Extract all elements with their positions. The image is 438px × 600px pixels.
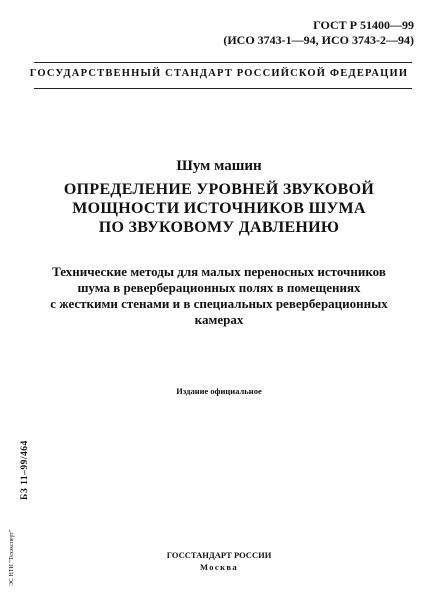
document-description bbox=[20, 264, 418, 328]
document-header-codes bbox=[223, 18, 414, 48]
standard-name: ГОСУДАРСТВЕННЫЙ СТАНДАРТ РОССИЙСКОЙ ФЕДЕРАЦИИ bbox=[29, 68, 409, 79]
gost-number: ГОСТ Р 51400—99 bbox=[313, 18, 414, 32]
description-line: Технические методы для малых переносных источников bbox=[52, 264, 386, 279]
description-line: с жесткими стенами и в специальных реверберационных bbox=[50, 296, 388, 311]
main-title-line: ОПРЕДЕЛЕНИЕ УРОВНЕЙ ЗВУКОВОЙ bbox=[63, 181, 375, 198]
document-main-title bbox=[20, 180, 418, 237]
bottom-rule bbox=[34, 88, 412, 89]
document-footer bbox=[20, 549, 418, 573]
description-line: шума в реверберационных полях в помещениях bbox=[77, 280, 361, 295]
publisher-city: Москва bbox=[199, 562, 239, 572]
edition-note: Издание официальное bbox=[176, 386, 262, 396]
description-line: камерах bbox=[194, 312, 244, 327]
iso-reference: (ИСО 3743-1—94, ИСО 3743-2—94) bbox=[223, 33, 414, 47]
main-title-line: ПО ЗВУКОВОМУ ДАВЛЕНИЮ bbox=[98, 219, 340, 236]
publisher-mark: ЭС НТИ "Техэксперт" bbox=[9, 529, 15, 586]
top-rule bbox=[34, 62, 412, 63]
publisher-name: ГОССТАНДАРТ РОССИИ bbox=[166, 550, 272, 560]
document-subtitle: Шум машин bbox=[176, 158, 262, 174]
catalog-code: БЗ 11–99/464 bbox=[20, 440, 30, 500]
main-title-line: МОЩНОСТИ ИСТОЧНИКОВ ШУМА bbox=[72, 200, 366, 217]
